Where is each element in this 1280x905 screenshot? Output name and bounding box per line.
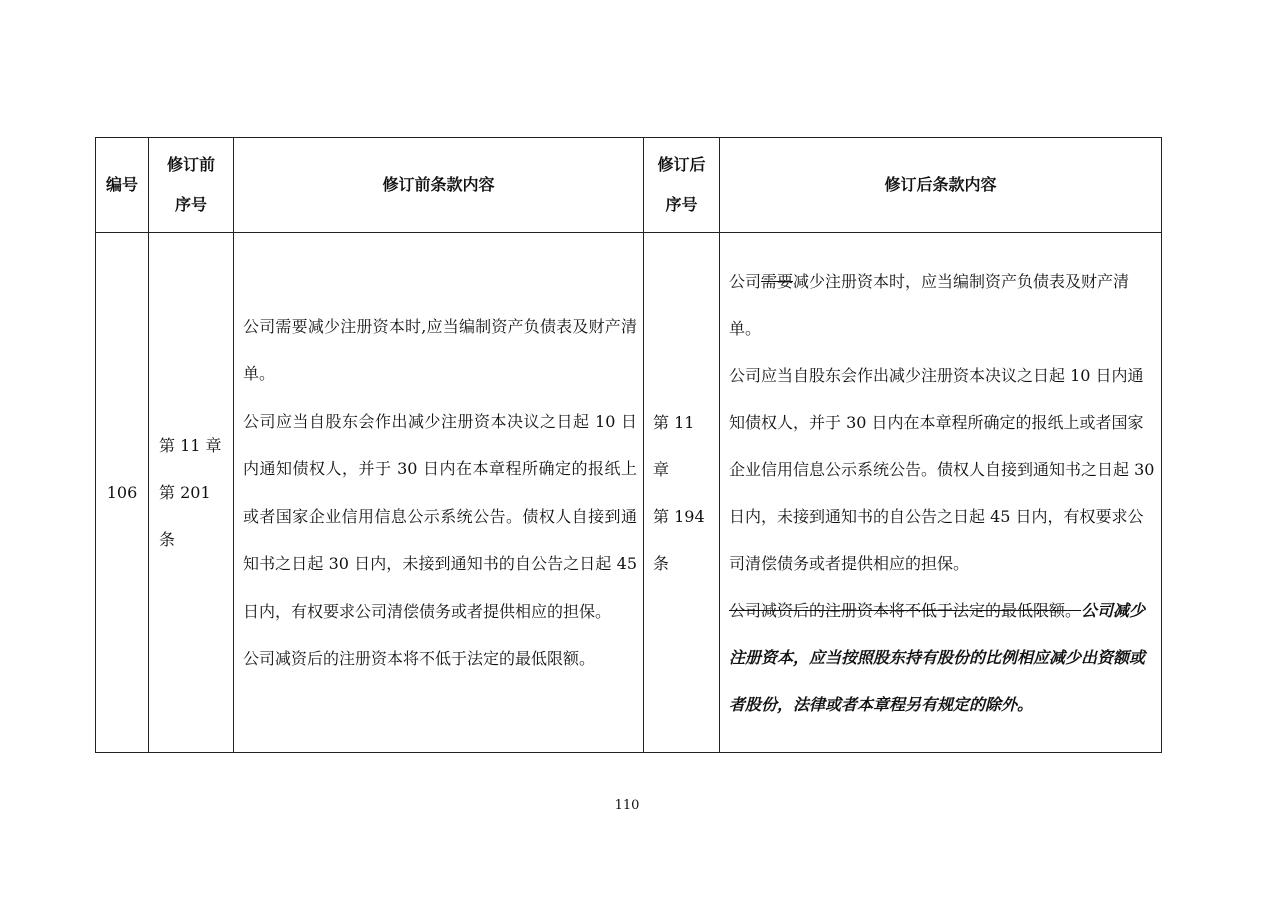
deleted-text: 需要	[761, 271, 794, 291]
prev-paragraph: 公司减资后的注册资本将不低于法定的最低限额。	[243, 649, 596, 668]
prev-seq-line: 第 201	[159, 483, 211, 502]
new-paragraph	[729, 587, 1155, 728]
header-new-content: 修订后条款内容	[720, 138, 1162, 233]
header-row	[96, 138, 1162, 233]
header-prev-seq-line1: 修订前	[166, 155, 215, 174]
new-seq-line: 章	[653, 459, 670, 479]
table-row	[96, 233, 1162, 753]
new-seq-line: 条	[653, 553, 670, 573]
prev-paragraph: 公司需要减少注册资本时,应当编制资产负债表及财产清单。	[243, 316, 637, 383]
header-prev-seq	[149, 138, 234, 233]
header-new-seq-line2: 序号	[665, 195, 698, 214]
prev-seq-line: 第 11 章	[159, 436, 222, 455]
new-text-plain: 公司	[729, 271, 762, 291]
page-number: 110	[614, 798, 640, 813]
row-new-seq	[644, 233, 720, 753]
header-prev-content: 修订前条款内容	[234, 138, 644, 233]
prev-paragraph: 公司应当自股东会作出减少注册资本决议之日起 10 日内通知债权人，并于 30 日内在本章程所确定的报纸上或者国家企业信用信息公示系统公告。债权人自接到通知书之日起 30 日内，未接到通知书的自公告之日起 45 日内，有权要求公司清偿债务或者提供相应的担保。	[243, 411, 637, 621]
revision-table	[95, 137, 1162, 753]
deleted-text: 公司减资后的注册资本将不低于法定的最低限额。	[729, 600, 1082, 620]
new-text-plain: 减少注册资本时，应当编制资产负债表及财产清单。	[729, 271, 1130, 338]
row-new-content	[720, 233, 1162, 753]
row-prev-seq	[149, 233, 234, 753]
row-number: 106	[96, 233, 149, 753]
new-seq-line: 第 11	[653, 412, 695, 432]
new-paragraph: 公司应当自股东会作出减少注册资本决议之日起 10 日内通知债权人，并于 30 日内在本章程所确定的报纸上或者国家企业信用信息公示系统公告。债权人自接到通知书之日起 30 日内，未接到通知书的自公告之日起 45 日内，有权要求公司清偿债务或者提供相应的担保。	[729, 365, 1155, 573]
new-seq-line: 第 194	[653, 506, 705, 526]
prev-seq-line: 条	[159, 530, 176, 549]
header-number: 编号	[96, 138, 149, 233]
header-new-seq	[644, 138, 720, 233]
header-prev-seq-line2: 序号	[174, 195, 207, 214]
added-text: 公司减少注册资本，应当按照股东持有股份的比例相应减少出资额或者股份，法律或者本章程另有规定的除外。	[729, 600, 1146, 714]
row-prev-content	[234, 233, 644, 753]
new-paragraph	[729, 258, 1155, 352]
header-new-seq-line1: 修订后	[657, 155, 706, 174]
